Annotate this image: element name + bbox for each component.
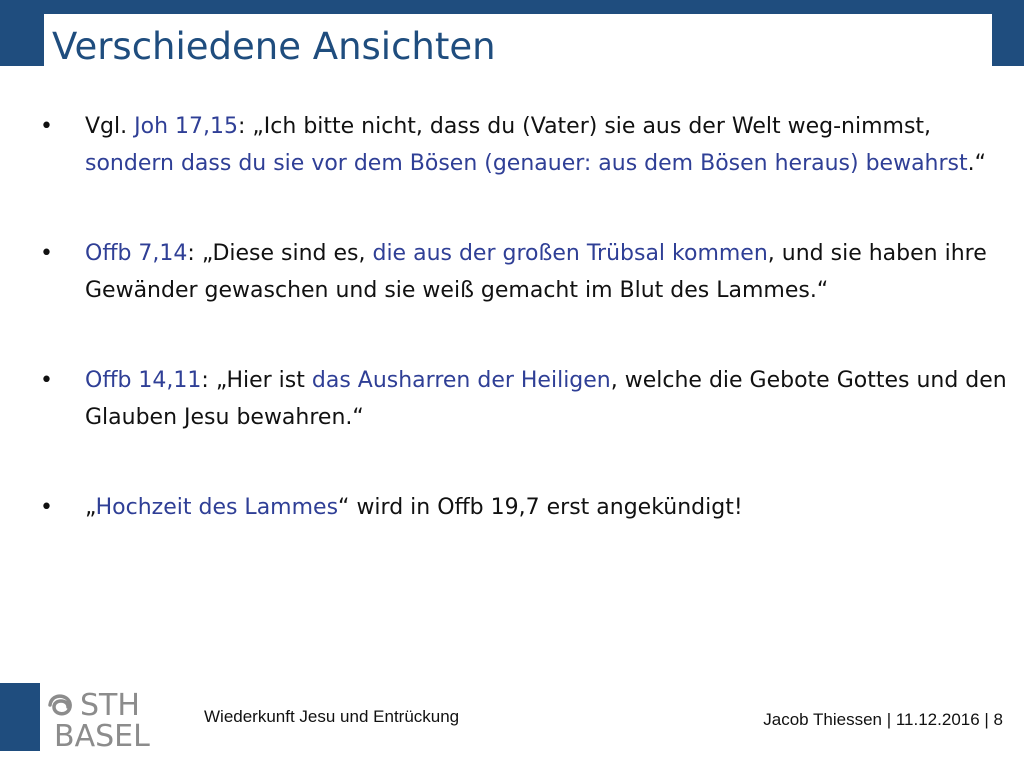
bible-reference: Offb 7,14 [85, 241, 188, 266]
bullet-text: : „Ich bitte nicht, dass du (Vater) sie aus der Welt weg-nimmst, [238, 114, 932, 139]
bullet-text: “ wird in Offb 19,7 erst angekündigt! [338, 495, 743, 520]
highlighted-text: Hochzeit des Lammes [95, 495, 339, 520]
slide-title: Verschiedene Ansichten [52, 25, 496, 68]
bullet-text: „ [85, 495, 96, 520]
bullet-dot: • [40, 368, 53, 393]
bullet-item [40, 362, 1015, 436]
logo-text-top: STH [80, 688, 140, 723]
sth-basel-logo [46, 685, 176, 749]
presentation-title: Wiederkunft Jesu und Entrückung [204, 707, 460, 726]
bullet-item [40, 108, 1015, 182]
highlighted-text: sondern dass du sie vor dem Bösen (genauer: aus dem Bösen heraus) bewahrst [85, 151, 968, 176]
bullet-text: : „Hier ist [201, 368, 312, 393]
bullet-text: Vgl. [85, 114, 135, 139]
bullet-item [40, 489, 1015, 526]
bullet-text: , und sie haben ihre Gewänder gewaschen und sie weiß gemacht im Blut des Lammes.“ [85, 241, 987, 303]
bullet-item [40, 235, 1015, 309]
bullet-text: .“ [967, 151, 987, 176]
bible-reference: Offb 14,11 [85, 368, 202, 393]
bottom-strip [0, 751, 1024, 768]
bullet-text: : „Diese sind es, [187, 241, 373, 266]
bible-reference: Joh 17,15 [134, 114, 238, 139]
bullet-dot: • [40, 114, 53, 139]
spiral-icon [50, 696, 70, 714]
logo-text-bottom: BASEL [54, 719, 150, 749]
author-date-page: Jacob Thiessen | 11.12.2016 | 8 [763, 710, 1003, 729]
bullet-text: , welche die Gebote Gottes und den Glauben Jesu bewahren.“ [85, 368, 1007, 430]
highlighted-text: das Ausharren der Heiligen [311, 368, 611, 393]
bullet-dot: • [40, 495, 53, 520]
highlighted-text: die aus der großen Trübsal kommen [372, 241, 768, 266]
bullet-dot: • [40, 241, 53, 266]
slide-content [40, 108, 1015, 579]
